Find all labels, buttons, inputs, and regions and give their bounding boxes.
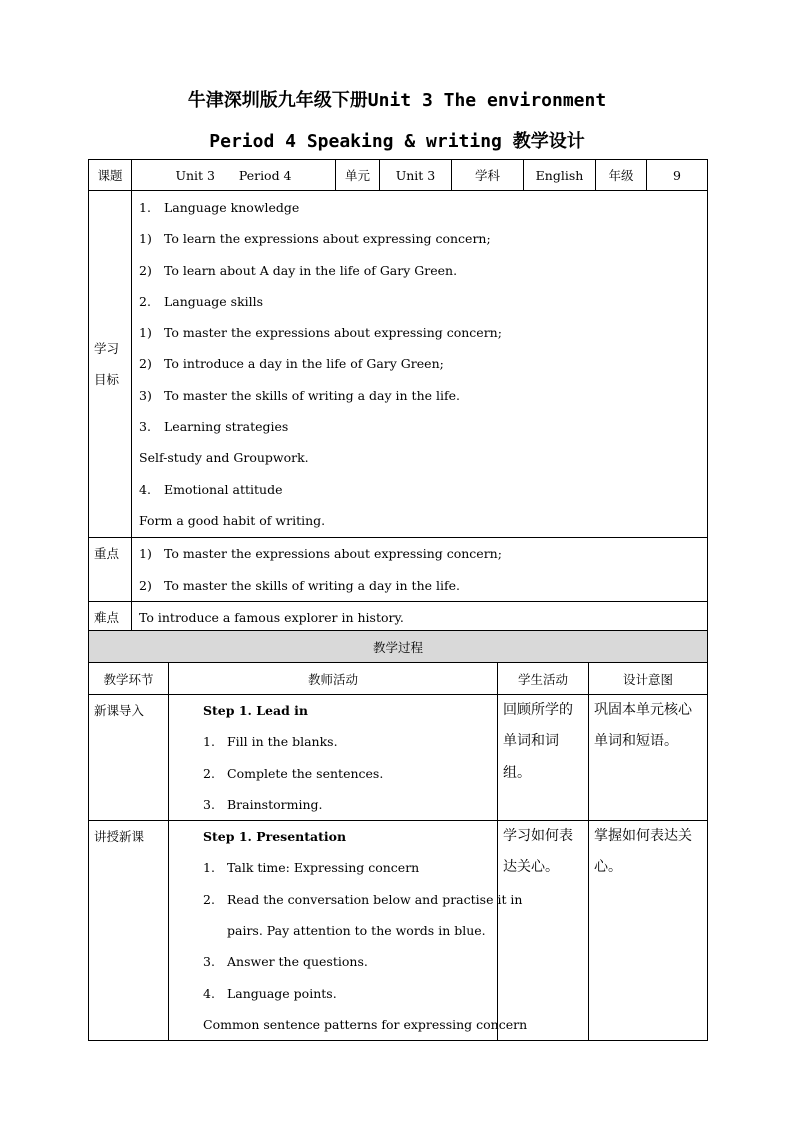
grade-value: 9 xyxy=(647,160,708,191)
subject-label: 学科 xyxy=(452,160,524,191)
objective-text: Form a good habit of writing. xyxy=(139,512,326,528)
key-points-row xyxy=(89,538,708,602)
subject-value: English xyxy=(524,160,596,191)
design-intent-cell: 掌握如何表达关心。 xyxy=(589,821,708,1041)
activity-item: 1. Fill in the blanks. xyxy=(203,734,338,750)
column-teacher-activity: 教师活动 xyxy=(169,663,498,695)
difficult-points-row xyxy=(89,601,708,633)
student-activity-cell: 回顾所学的单词和词组。 xyxy=(498,695,589,821)
objective-item: 1) To master the expressions about expressing concern; xyxy=(139,325,502,341)
process-header: 教学过程 xyxy=(89,631,708,663)
objective-text: Self-study and Groupwork. xyxy=(139,450,309,466)
process-row-lead-in xyxy=(89,695,708,821)
stage-cell: 讲授新课 xyxy=(89,821,169,1041)
teacher-activity-cell xyxy=(169,821,528,1041)
info-table xyxy=(88,159,708,634)
difficult-points-label: 难点 xyxy=(89,601,132,633)
process-row-presentation xyxy=(89,821,708,1041)
step-heading: Step 1. Lead in xyxy=(203,703,309,718)
objectives-label xyxy=(89,191,132,538)
objective-section-heading: 4. Emotional attitude xyxy=(139,481,283,497)
key-points-label: 重点 xyxy=(89,538,132,602)
difficult-point-text: To introduce a famous explorer in history. xyxy=(139,609,404,625)
info-row xyxy=(89,160,708,191)
objective-item: 2) To learn about A day in the life of Gary Green. xyxy=(139,262,458,278)
objective-section-heading: 3. Learning strategies xyxy=(139,419,289,435)
document-title-line1: 牛津深圳版九年级下册Unit 3 The environment xyxy=(187,90,607,111)
objective-section-heading: 2. Language skills xyxy=(139,293,264,309)
unit-value: Unit 3 xyxy=(380,160,452,191)
column-stage: 教学环节 xyxy=(89,663,169,695)
column-design-intent: 设计意图 xyxy=(589,663,708,695)
process-table xyxy=(88,630,708,1041)
grade-label: 年级 xyxy=(596,160,647,191)
design-intent-cell: 巩固本单元核心单词和短语。 xyxy=(589,695,708,821)
objectives-content xyxy=(132,191,708,538)
stage-cell: 新课导入 xyxy=(89,695,169,821)
activity-item-continuation: pairs. Pay attention to the words in blue. xyxy=(227,923,486,939)
activity-item: 2. Read the conversation below and practise it in xyxy=(203,891,523,907)
activity-item: 4. Language points. xyxy=(203,985,337,1001)
teacher-activity-cell xyxy=(169,695,498,821)
step-heading: Step 1. Presentation xyxy=(203,829,347,845)
objectives-label-line2: 目标 xyxy=(94,372,120,388)
key-point-item: 1) To master the expressions about expressing concern; xyxy=(139,546,502,562)
key-point-item: 2) To master the skills of writing a day in the life. xyxy=(139,577,460,593)
activity-item: 2. Complete the sentences. xyxy=(203,765,384,781)
activity-item: 1. Talk time: Expressing concern xyxy=(203,860,420,876)
objective-section-heading: 1. Language knowledge xyxy=(139,200,300,215)
difficult-points-content xyxy=(132,601,708,633)
activity-item: 3. Answer the questions. xyxy=(203,954,368,970)
objective-item: 3) To master the skills of writing a day in the life. xyxy=(139,387,460,403)
objective-item: 2) To introduce a day in the life of Gary Green; xyxy=(139,356,444,372)
topic-label: 课题 xyxy=(89,160,132,191)
activity-extra-text: Common sentence patterns for expressing concern xyxy=(203,1016,528,1032)
unit-label: 单元 xyxy=(336,160,380,191)
topic-value: Unit 3 Period 4 xyxy=(132,160,336,191)
activity-item: 3. Brainstorming. xyxy=(203,796,323,812)
process-columns-row xyxy=(89,663,708,695)
objective-item: 1) To learn the expressions about expressing concern; xyxy=(139,231,491,247)
document-title-line2: Period 4 Speaking & writing 教学设计 xyxy=(209,131,585,152)
process-header-row xyxy=(89,631,708,663)
objectives-row xyxy=(89,191,708,538)
column-student-activity: 学生活动 xyxy=(498,663,589,695)
key-points-content xyxy=(132,538,708,602)
student-activity-cell: 学习如何表达关心。 xyxy=(498,821,589,1041)
objectives-label-line1: 学习 xyxy=(94,341,120,357)
